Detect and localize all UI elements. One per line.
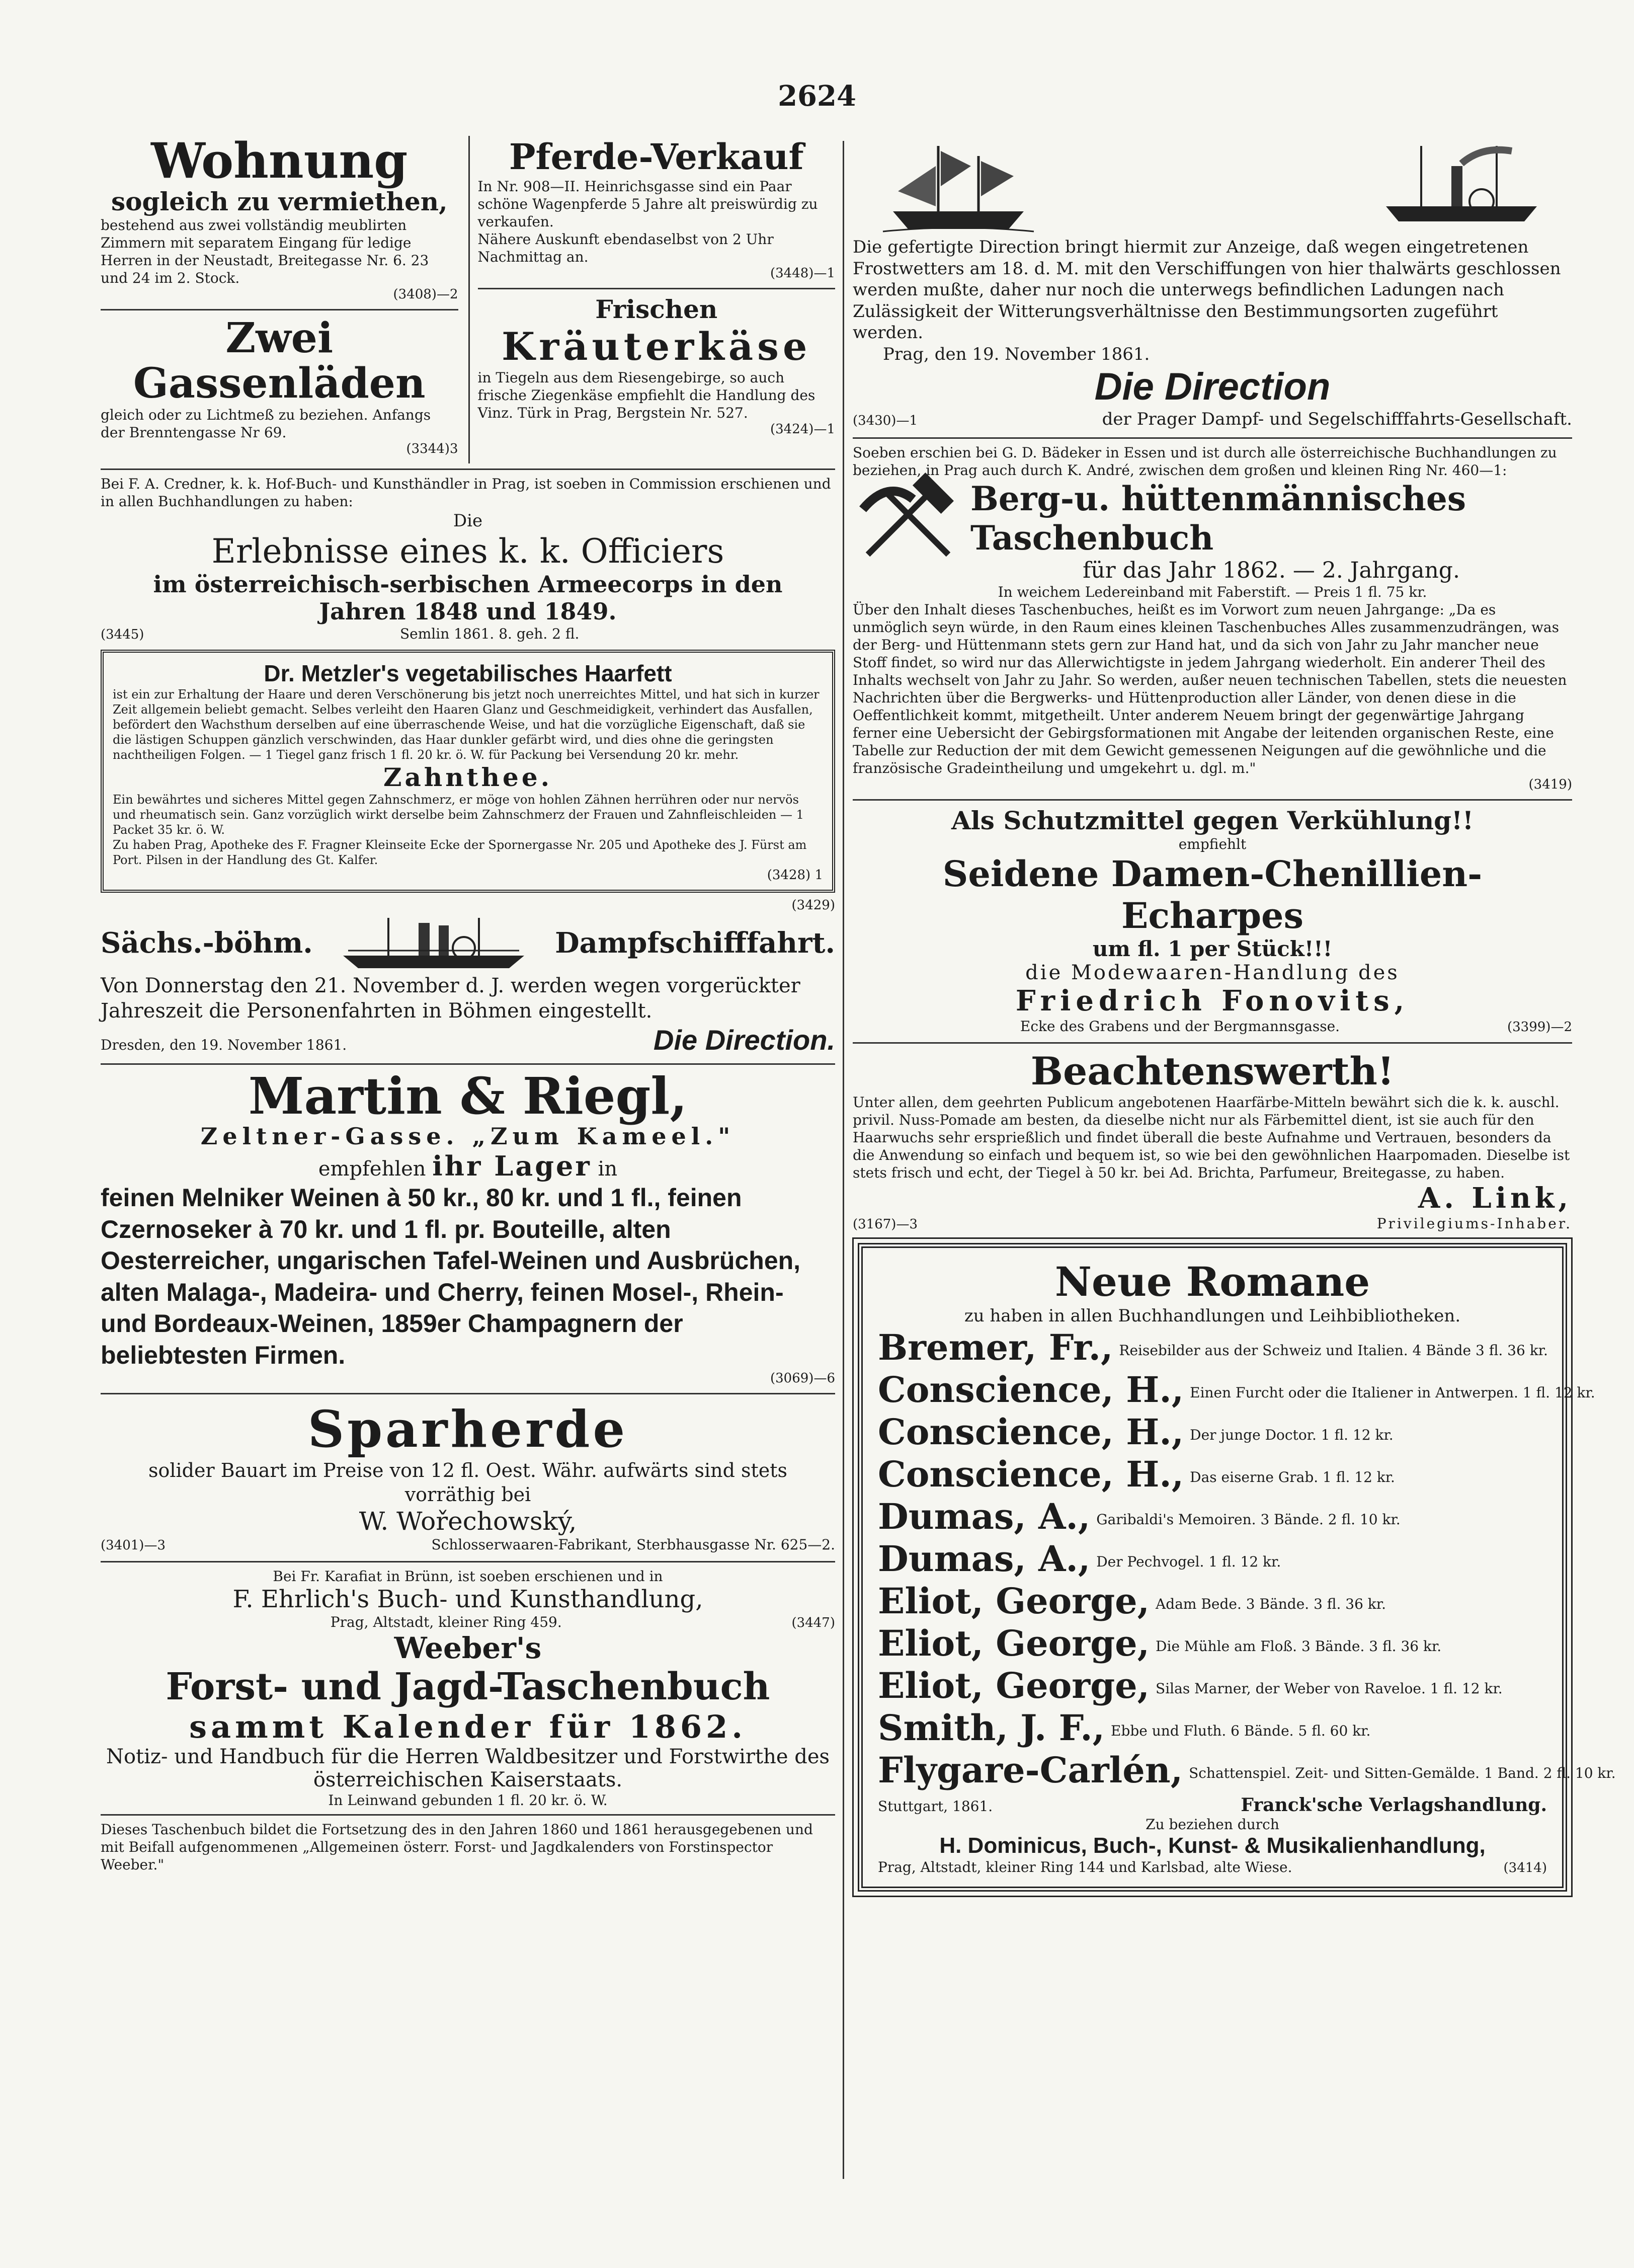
ad-price: um fl. 1 per Stück!!!: [1092, 936, 1333, 961]
ad-title-left: Sächs.-böhm.: [101, 926, 313, 960]
ad-subtitle: Zahnthee.: [383, 762, 553, 793]
novel-list: [878, 1326, 1616, 1791]
novel-entry: [878, 1665, 1547, 1707]
novel-description: Einen Furcht oder die Italiener in Antwerpen. 1 fl. 12 kr.: [1190, 1384, 1595, 1401]
ad-shop: die Modewaaren-Handlung des: [1025, 961, 1400, 984]
ad-title: Beachtenswerth!: [1030, 1049, 1395, 1093]
divider: [101, 1814, 835, 1816]
ad-title-right: Dampfschifffahrt.: [555, 926, 835, 960]
page-number: 2624: [778, 80, 856, 113]
hammer-and-pick-icon: [853, 479, 963, 560]
ad-body: ist ein zur Erhaltung der Haare und deren Verschönerung bis jetzt noch unerreichtes Mittel, und hat sich in kurzer Zeit allgemein beliebt gemacht. Selbes verleiht den Haaren Glanz und Geschmeidigkeit, verhindert das Ausfallen, befördert den Wachsthum derselben auf eine überraschende Weise, und hat die vorzügliche Eigenschaft, daß sie die lästigen Schuppen gänzlich verschwinden, das Haar dunkler gefärbt wird, und dies ohne die geringsten nachtheiligen Folgen. — 1 Tiegel ganz frisch 1 fl. 20 kr. ö. W. für Packung bei Versendung 20 kr. mehr.: [113, 687, 820, 762]
ad-price: In Leinwand gebunden 1 fl. 20 kr. ö. W.: [328, 1792, 608, 1809]
novel-entry: [878, 1411, 1547, 1453]
novel-author: Eliot, George,: [878, 1622, 1150, 1664]
novel-entry: [878, 1622, 1547, 1665]
ad-place: Stuttgart, 1861.: [878, 1798, 993, 1815]
divider: [101, 468, 835, 470]
ad-beachtenswerth: [853, 1049, 1572, 1233]
ad-wohnung: [101, 132, 458, 302]
novel-description: Der junge Doctor. 1 fl. 12 kr.: [1190, 1427, 1394, 1444]
novel-author: Eliot, George,: [878, 1580, 1150, 1622]
ad-ref: (3428) 1: [767, 868, 823, 883]
ad-footer: [101, 625, 835, 643]
ad-title-3: sammt Kalender für 1862.: [189, 1708, 747, 1746]
ad-signature: Die Direction.: [653, 1024, 835, 1056]
ad-offer-line: [101, 1150, 835, 1182]
column-divider: [843, 141, 844, 2179]
ad-sub-body: Ein bewährtes und sicheres Mittel gegen Zahnschmerz, er möge von hohlen Zähnen herrühren oder nur nervös und rheumatisch sein. Ganz vorzüglich wirkt derselbe beim Zahnschmerz der Frauen und Zahnfleischleiden — 1 Packet 35 kr. ö. W.: [113, 793, 804, 837]
left-column: [101, 132, 835, 2187]
ad-footer: [101, 1536, 835, 1554]
ad-in: in: [598, 1157, 618, 1181]
ad-footer: [853, 1215, 1572, 1233]
divider: [101, 1561, 835, 1562]
ad-date: Prag, den 19. November 1861.: [883, 344, 1150, 364]
ad-binding: In weichem Ledereinband mit Faberstift. — Preis 1 fl. 75 kr.: [998, 583, 1427, 600]
novel-description: Der Pechvogel. 1 fl. 12 kr.: [1096, 1553, 1281, 1571]
ad-organisation: der Prager Dampf- und Segelschifffahrts-Gesellschaft.: [1102, 409, 1572, 429]
ad-name: W. Wořechowský,: [359, 1507, 577, 1536]
ad-shop: H. Dominicus, Buch-, Kunst- & Musikalienhandlung,: [939, 1833, 1486, 1858]
novel-author: Smith, J. F.,: [878, 1707, 1105, 1749]
divider: [853, 1042, 1572, 1044]
novel-author: Eliot, George,: [878, 1665, 1150, 1706]
ad-body: feinen Melniker Weinen à 50 kr., 80 kr. und 1 fl., feinen Czernoseker à 70 kr. und 1 fl. pr. Bouteille, alten Oesterreicher, ungarischen Tafel-Weinen und Ausbrüchen, alten Malaga-, Madeira- und Cherry, feinen Mosel-, Rhein- und Bordeaux-Weinen, 1859er Champagnern der beliebtesten Firmen.: [101, 1184, 801, 1369]
novel-description: Silas Marner, der Weber von Raveloe. 1 fl. 12 kr.: [1156, 1680, 1503, 1697]
novel-author: Bremer, Fr.,: [878, 1326, 1113, 1368]
novel-description: Adam Bede. 3 Bände. 3 fl. 36 kr.: [1156, 1596, 1386, 1613]
ad-product: Seidene Damen-Chenillien-Echarpes: [942, 852, 1483, 936]
ad-ref: (3401)—3: [101, 1538, 166, 1553]
ad-subtitle: im österreichisch-serbischen Armeecorps in den: [153, 570, 783, 598]
ad-dampf-prag: [853, 136, 1572, 430]
ad-dampf-saechs: [101, 898, 835, 1056]
ad-footer: [101, 1024, 835, 1056]
ad-empf: empfehlen: [318, 1157, 426, 1181]
ad-baedeker: [853, 444, 1572, 792]
ad-title: Als Schutzmittel gegen Verkühlung!!: [951, 805, 1474, 835]
ad-signature: Die Direction: [1094, 365, 1331, 408]
ad-title: Sparherde: [307, 1399, 628, 1459]
novel-entry: [878, 1326, 1547, 1369]
ad-address: Prag, Altstadt, kleiner Ring 144 und Karlsbad, alte Wiese.: [878, 1859, 1292, 1875]
novel-author: Conscience, H.,: [878, 1453, 1184, 1495]
ad-ref: (3167)—3: [853, 1217, 918, 1232]
ad-footer: [853, 409, 1572, 430]
ad-weeber: [101, 1568, 835, 1874]
novel-description: Garibaldi's Memoiren. 3 Bände. 2 fl. 10 kr.: [1096, 1511, 1401, 1528]
novel-description: Ebbe und Fluth. 6 Bände. 5 fl. 60 kr.: [1111, 1723, 1371, 1740]
ad-place: Dresden, den 19. November 1861.: [101, 1037, 347, 1054]
ad-title-1: Weeber's: [394, 1631, 542, 1666]
ad-die: Die: [453, 511, 483, 531]
novel-author: Dumas, A.,: [878, 1538, 1091, 1580]
ad-title: Zwei Gassenläden: [133, 314, 426, 408]
left-subcolumn: [101, 132, 458, 463]
ad-body: In Nr. 908—II. Heinrichsgasse sind ein Paar schöne Wagenpferde 5 Jahre alt preiswürdig zu verkaufen.: [477, 178, 818, 230]
divider: [101, 309, 458, 310]
ad-empf: empfiehlt: [1178, 835, 1247, 852]
divider: [101, 1393, 835, 1394]
ad-ref: (3414): [1503, 1860, 1547, 1875]
novel-author: Conscience, H.,: [878, 1369, 1184, 1411]
ad-ref: (3408)—2: [393, 286, 458, 302]
novel-author: Conscience, H.,: [878, 1411, 1184, 1453]
ad-body: Über den Inhalt dieses Taschenbuches, heißt es im Vorwort zum neuen Jahrgange: „Da es unmöglich seyn würde, in den Raum eines kleinen Taschenbuches Alles zusammenzudrängen, was der Berg- und Hüttenmann stets gern zur Hand hat, und da sich von Jahr zu Jahr mancher neue Stoff findet, so wird nur das Allerwichtigste in jedem Jahrgang wiederholt. Ein anderer Theil des Inhalts wechselt von Jahr zu Jahr. So werden, außer neuen technischen Tabellen, stets die neuesten Nachrichten über die Bergwerks- und Hüttenproduction aller Länder, von denen diese in die Oeffentlichkeit kommt, mitgetheilt. Unter anderem Neuem bringt der gegenwärtige Jahrgang ferner eine Uebersicht der Gebirgsformationen mit Angabe der leitenden organischen Reste, eine Tabelle zur Reduction der mit dem Gewicht gemessenen Neigungen auf die gewöhnliche und die französische Gradeintheilung und umgekehrt u. dgl. m.": [853, 601, 1567, 776]
right-column: [853, 136, 1616, 2187]
ad-address: Ecke des Grabens und der Bergmannsgasse.: [1020, 1018, 1340, 1035]
ad-footer: [878, 1858, 1547, 1876]
ad-get: Zu beziehen durch: [1146, 1816, 1279, 1833]
steamship-icon: [1381, 136, 1542, 237]
top-ads-row: [101, 132, 835, 463]
novel-entry: [878, 1749, 1616, 1791]
ad-body: in Tiegeln aus dem Riesengebirge, so auch frische Ziegenkäse empfiehlt die Handlung des Vinz. Türk in Prag, Bergstein Nr. 527.: [477, 369, 815, 421]
novel-description: Schattenspiel. Zeit- und Sitten-Gemälde. 1 Band. 2 fl. 10 kr.: [1189, 1765, 1616, 1782]
ad-footer: [853, 1018, 1572, 1036]
ad-title: Dr. Metzler's vegetabilisches Haarfett: [264, 660, 672, 687]
ad-ref: (3445): [101, 627, 144, 642]
ad-kraeuterkaese: [478, 294, 836, 437]
novel-description: Die Mühle am Floß. 3 Bände. 3 fl. 36 kr.: [1156, 1638, 1442, 1655]
ad-title: Pferde-Verkauf: [509, 136, 804, 178]
ad-publisher: Franck'sche Verlagshandlung.: [1241, 1794, 1547, 1816]
ad-ref: (3429): [791, 898, 835, 913]
novel-entry: [878, 1707, 1547, 1749]
ad-body: Von Donnerstag den 21. November d. J. werden wegen vorgerückter Jahreszeit die Personenfahrten in Böhmen eingestellt.: [101, 974, 800, 1023]
sailing-ship-icon: [883, 136, 1034, 237]
ad-year: für das Jahr 1862. — 2. Jahrgang.: [1083, 557, 1460, 583]
ad-years: Jahren 1848 und 1849.: [319, 597, 617, 625]
ad-subtitle: sogleich zu vermiethen,: [111, 186, 448, 216]
ad-intro: Bei F. A. Credner, k. k. Hof-Buch- und Kunsthändler in Prag, ist soeben in Commission erschienen und in allen Buchhandlungen zu haben:: [101, 476, 831, 510]
ad-role: Privilegiums-Inhaber.: [1376, 1215, 1572, 1232]
ad-address: Schlosserwaaren-Fabrikant, Sterbhausgasse Nr. 625—2.: [431, 1536, 835, 1553]
novel-description: Das eiserne Grab. 1 fl. 12 kr.: [1190, 1469, 1395, 1486]
ad-credner: [101, 475, 835, 643]
novel-author: Dumas, A.,: [878, 1496, 1091, 1537]
ad-body: bestehend aus zwei vollständig meublirten Zimmern mit separatem Eingang für ledige Herren in der Neustadt, Breitegasse Nr. 6. 23 und 24 im 2. Stock.: [101, 216, 429, 286]
ad-intro: Bei Fr. Karafiat in Brünn, ist soeben erschienen und in: [273, 1568, 663, 1585]
ad-gassenladen: [101, 316, 458, 456]
divider: [853, 437, 1572, 439]
ad-martin-riegl: [101, 1066, 835, 1386]
ad-ref: (3424)—1: [770, 422, 835, 437]
ad-body: solider Bauart im Preise von 12 fl. Oest. Währ. aufwärts sind stets vorräthig bei: [148, 1459, 788, 1506]
novel-entry: [878, 1496, 1547, 1538]
ad-title: Wohnung: [151, 132, 408, 189]
ad-ref: (3448)—1: [770, 266, 835, 281]
ad-street: Zeltner-Gasse. „Zum Kameel.": [200, 1123, 736, 1150]
ad-ref: (3069)—6: [770, 1371, 835, 1386]
ad-ref: (3430)—1: [853, 413, 918, 428]
ad-body: Notiz- und Handbuch für die Herren Waldbesitzer und Forstwirthe des österreichischen Kaiserstaats.: [106, 1745, 830, 1792]
novel-author: Flygare-Carlén,: [878, 1749, 1183, 1791]
ad-sub-body-2: Zu haben Prag, Apotheke des F. Fragner Kleinseite Ecke der Spornergasse Nr. 205 und Apotheke des J. Fürst am Port. Pilsen in der Handlung des Gt. Kalfer.: [113, 838, 807, 868]
divider: [853, 799, 1572, 801]
steamship-icon: [338, 913, 529, 973]
ad-intro: Soeben erschien bei G. D. Bädeker in Essen und ist durch alle österreichische Buchhandlungen zu beziehen, in Prag auch durch K. André, zwischen dem großen und kleinen Ring Nr. 460—1:: [853, 444, 1557, 479]
novel-entry: [878, 1453, 1547, 1496]
ad-ref: (3344)3: [406, 441, 458, 457]
ad-title: Berg-u. hüttenmännisches Taschenbuch: [970, 479, 1466, 558]
ad-body: Unter allen, dem geehrten Publicum angebotenen Haarfärbe-Mitteln bewährt sich die k. k. auschl. privil. Nuss-Pomade am besten, da dieselbe nicht nur als Färbemittel dient, ist sie auch für den Haarwuchs sehr ersprießlich und findet überall die beste Aufnahme und Vertrauen, besonders da die Anwendung so einfach und bequem ist, so wie bei den gewöhnlichen Haarpomaden. Dieselbe ist stets frisch und echt, der Tiegel à 50 kr. bei Ad. Brichta, Parfumeur, Breitegasse, zu haben.: [853, 1094, 1570, 1181]
ad-shop: F. Ehrlich's Buch- und Kunsthandlung,: [232, 1585, 703, 1613]
right-subcolumn: [468, 136, 836, 463]
ad-title: Erlebnisse eines k. k. Officiers: [211, 531, 724, 571]
ad-metzler: [101, 650, 835, 893]
ad-ref: (3447): [791, 1615, 835, 1630]
ad-lager: ihr Lager: [432, 1150, 592, 1183]
ad-ref: (3399)—2: [1507, 1019, 1572, 1035]
ad-shop-line: [101, 1613, 835, 1631]
divider: [101, 1063, 835, 1065]
ad-illustrations: [853, 136, 1572, 237]
ad-name: A. Link,: [1418, 1182, 1572, 1215]
ad-title-2: Kräuterkäse: [502, 324, 811, 369]
novel-entry: [878, 1538, 1547, 1580]
ad-echarpes: [853, 806, 1572, 1036]
ad-name: Friedrich Fonovits,: [1015, 984, 1410, 1018]
ad-title: Martin & Riegl,: [248, 1066, 688, 1126]
ad-title-1: Frischen: [595, 294, 718, 324]
novel-entry: [878, 1580, 1547, 1622]
novel-description: Reisebilder aus der Schweiz und Italien. 4 Bände 3 fl. 36 kr.: [1119, 1342, 1548, 1359]
ad-publisher-line: [878, 1794, 1547, 1816]
ad-title: Neue Romane: [1054, 1258, 1370, 1305]
ad-header: [101, 913, 835, 973]
ad-body: Die gefertigte Direction bringt hiermit zur Anzeige, daß wegen eingetretenen Frostwetters am 18. d. M. mit den Verschiffungen von hier thalwärts geschlossen werden mußte, daher nur noch die unterwegs befindlichen Ladungen nach Zulässigkeit der Witterungsverhältnisse den Bestimmungsorten zugeführt werden.: [853, 237, 1561, 343]
novel-entry: [878, 1369, 1595, 1411]
ad-body: gleich oder zu Lichtmeß zu beziehen. Anfangs der Brenntengasse Nr 69.: [101, 407, 431, 441]
ad-subtitle: zu haben in allen Buchhandlungen und Leihbibliotheken.: [964, 1305, 1461, 1326]
divider: [478, 288, 836, 289]
ad-sparherde: [101, 1399, 835, 1554]
ad-note: Dieses Taschenbuch bildet die Fortsetzung des in den Jahren 1860 und 1861 herausgegebenen und mit Beifall aufgenommenen „Allgemeinen österr. Forst- und Jagdkalenders von Forstinspector Weeber.": [101, 1821, 813, 1873]
ad-neue-romane: [858, 1243, 1616, 1892]
ad-ref: (3419): [1528, 776, 1572, 792]
ad-pferde: [478, 136, 836, 281]
ad-body-2: Nähere Auskunft ebendaselbst von 2 Uhr Nachmittag an.: [477, 231, 774, 265]
ad-title-2: Forst- und Jagd-Taschenbuch: [166, 1665, 770, 1709]
ad-publication: Semlin 1861. 8. geh. 2 fl.: [400, 625, 580, 642]
ad-shop-address: Prag, Altstadt, kleiner Ring 459.: [330, 1613, 562, 1630]
